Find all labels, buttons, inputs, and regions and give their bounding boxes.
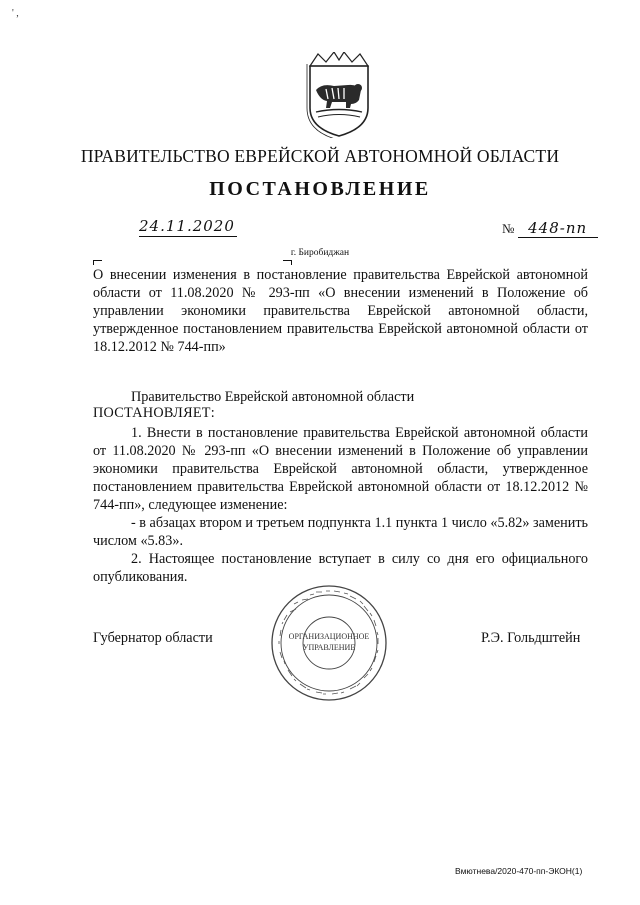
document-body [93, 424, 588, 586]
stamp-line-2: УПРАВЛЕНИЕ [302, 643, 356, 652]
preamble-resolve: ПОСТАНОВЛЯЕТ: [93, 405, 216, 421]
subject-bracket-left [93, 260, 102, 265]
number-value: 448-пп [518, 219, 598, 238]
city-name: г. Биробиджан [290, 248, 350, 258]
number-label: № [502, 221, 515, 236]
coat-of-arms-icon [304, 52, 374, 138]
document-subject: О внесении изменения в постановление правительства Еврейской автономной области от 11.08.2020 № 293-пп «О внесении изменений в Положение об управлении экономики правительства Еврейской автономной области, утвержденное постановлением правительства Еврейской автономной области от 18.12.2012 № 744-пп» [93, 267, 588, 355]
stamp-line-1: ОРГАНИЗАЦИОННОЕ [288, 632, 370, 641]
signatory-name: Р.Э. Гольдштейн [481, 630, 581, 646]
subject-bracket-right [283, 260, 292, 265]
footer-code: Вмютнева/2020-470-пп-ЭКОН(1) [455, 866, 583, 876]
body-paragraph-3: 2. Настоящее постановление вступает в силу со дня его официального опубликования. [93, 551, 588, 585]
organization-name: ПРАВИТЕЛЬСТВО ЕВРЕЙСКОЙ АВТОНОМНОЙ ОБЛАСТИ [80, 146, 560, 166]
body-paragraph-1: 1. Внести в постановление правительства Еврейской автономной области от 11.08.2020 № 293-пп «О внесении изменений в Положение об управлении экономики правительства Еврейской автономной области, утвержденное постановлением правительства Еврейской автономной области от 18.12.2012 № 744-пп», следующее изменение: [93, 425, 588, 513]
official-stamp-icon [268, 582, 390, 704]
document-title: ПОСТАНОВЛЕНИЕ [209, 178, 431, 200]
document-date: 24.11.2020 [139, 217, 237, 237]
document-number [502, 219, 598, 238]
body-paragraph-2: - в абзацах втором и третьем подпункта 1.1 пункта 1 число «5.82» заменить числом «5.83». [93, 515, 588, 549]
preamble-intro: Правительство Еврейской автономной области [131, 389, 415, 405]
corner-scan-mark: ' , [12, 8, 19, 19]
signatory-position: Губернатор области [93, 630, 213, 646]
